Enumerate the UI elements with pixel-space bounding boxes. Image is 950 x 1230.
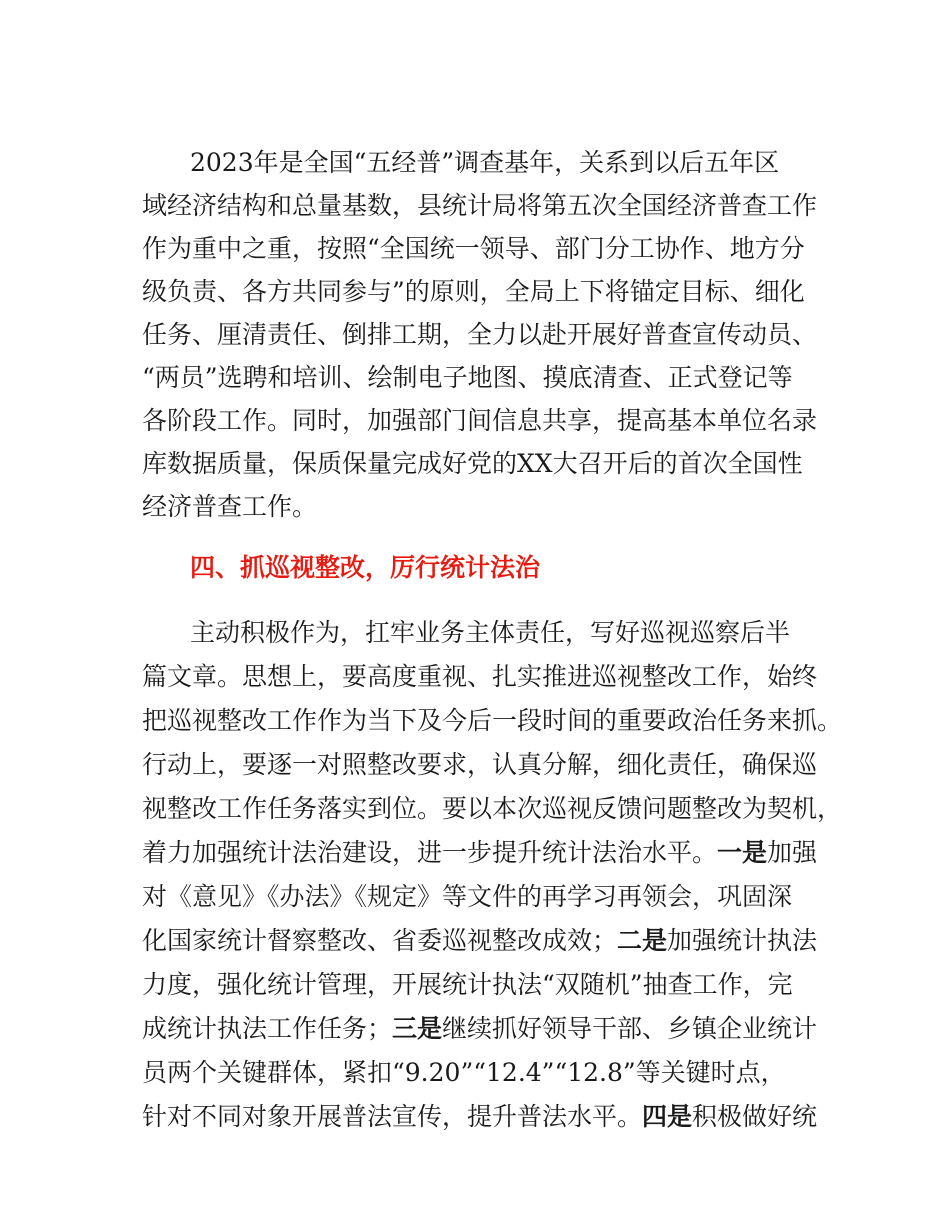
line-text: 针对不同对象开展普法宣传，提升普法水平。 (142, 1102, 643, 1131)
paragraph-2-line-7: 对《意见》《办法》《规定》等文件的再学习再领会，巩固深 (142, 882, 793, 911)
paragraph-2-line-11: 员两个关键群体，紧扣“9.20”“12.4”“12.8”等关键时点， (142, 1058, 786, 1087)
line-text-tail: 继续抓好领导干部、乡镇企业统计 (442, 1014, 818, 1043)
line-text-tail: 积极做好统 (692, 1102, 818, 1131)
paragraph-1-line-8: 库数据质量，保质保量完成好党的XX大召开后的首次全国性 (142, 449, 803, 478)
paragraph-2-line-1: 主动积极作为，扛牢业务主体责任，写好巡视巡察后半 (190, 618, 791, 647)
paragraph-2-line-8 (142, 924, 817, 958)
paragraph-2-line-3: 把巡视整改工作作为当下及今后一段时间的重要政治任务来抓。 (142, 706, 843, 735)
line-text: 成统计执法工作任务； (142, 1014, 393, 1043)
line-text: 化国家统计督察整改、省委巡视整改成效； (142, 926, 618, 955)
paragraph-1-line-9: 经济普查工作。 (142, 492, 318, 521)
paragraph-2-line-2: 篇文章。思想上，要高度重视、扎实推进巡视整改工作，始终 (142, 662, 818, 691)
paragraph-2-line-6 (142, 836, 817, 870)
section-heading: 四、抓巡视整改，厉行统计法治 (190, 553, 541, 582)
keyword-fourth: 四是 (642, 1102, 693, 1131)
paragraph-1-line-6: “两员”选聘和培训、绘制电子地图、摸底清查、正式登记等 (142, 363, 793, 392)
paragraph-2-line-9: 力度，强化统计管理，开展统计执法“双随机”抽查工作，完 (142, 970, 793, 999)
line-text-tail: 加强 (767, 838, 818, 867)
paragraph-1-line-5: 任务、厘清责任、倒排工期，全力以赴开展好普查宣传动员、 (142, 320, 818, 349)
paragraph-2-line-12 (142, 1100, 817, 1134)
paragraph-1-line-3: 作为重中之重，按照“全国统一领导、部门分工协作、地方分 (142, 234, 805, 263)
line-text-tail: 加强统计执法 (667, 926, 818, 955)
paragraph-2-line-5: 视整改工作任务落实到位。要以本次巡视反馈问题整改为契机， (142, 794, 843, 823)
keyword-first: 一是 (717, 838, 768, 867)
paragraph-1-line-4: 级负责、各方共同参与”的原则，全局上下将锚定目标、细化 (142, 277, 805, 306)
keyword-third: 三是 (392, 1014, 443, 1043)
paragraph-1-line-2: 域经济结构和总量基数，县统计局将第五次全国经济普查工作 (142, 191, 818, 220)
paragraph-2-line-10 (142, 1012, 817, 1046)
line-text: 着力加强统计法治建设，进一步提升统计法治水平。 (142, 838, 718, 867)
paragraph-2-line-4: 行动上，要逐一对照整改要求，认真分解，细化责任，确保巡 (142, 750, 818, 779)
paragraph-1-line-7: 各阶段工作。同时，加强部门间信息共享，提高基本单位名录 (142, 406, 818, 435)
keyword-second: 二是 (617, 926, 668, 955)
paragraph-1-line-1: 2023年是全国“五经普”调查基年，关系到以后五年区 (190, 148, 780, 177)
